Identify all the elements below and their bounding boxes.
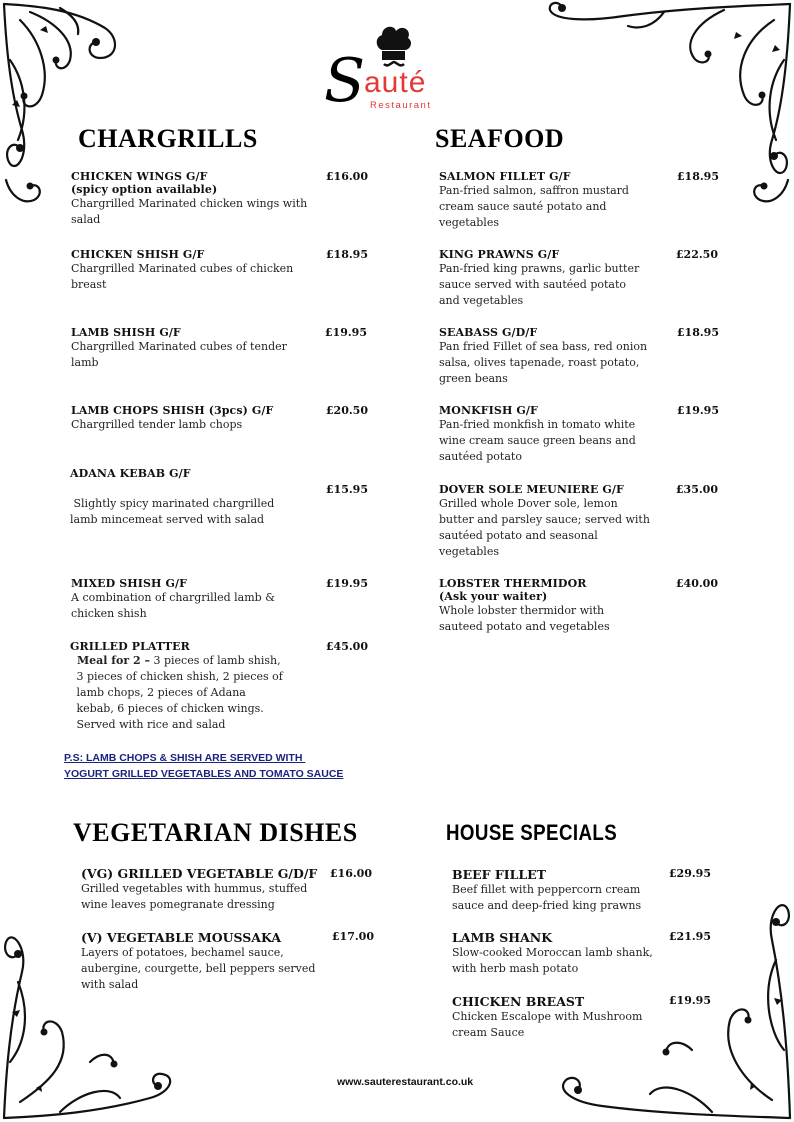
item-desc-line: 3 pieces of lamb shish, xyxy=(150,654,281,667)
item-name: CHICKEN SHISH G/F xyxy=(71,248,205,261)
logo xyxy=(318,22,448,122)
section-title-house-specials: HOUSE SPECIALS xyxy=(446,820,618,845)
menu-item-adana-kebab xyxy=(70,467,370,528)
menu-item-dover-sole xyxy=(439,483,669,560)
item-desc-line: cream Sauce xyxy=(452,1026,525,1039)
item-desc-line: sauce served with sautéed potato xyxy=(439,278,627,291)
item-desc-line: sautéed potato and seasonal xyxy=(439,529,598,542)
item-desc-line: salsa, olives tapenade, roast potato, xyxy=(439,356,640,369)
item-desc-line: 3 pieces of chicken shish, 2 pieces of xyxy=(73,670,283,683)
item-desc-line: butter and parsley sauce; served with xyxy=(439,513,650,526)
item-desc-line: Slow-cooked Moroccan lamb shank, xyxy=(452,946,653,959)
item-price: £19.95 xyxy=(676,404,719,417)
item-name: LOBSTER THERMIDOR xyxy=(439,577,587,590)
item-name: SALMON FILLET G/F xyxy=(439,170,571,183)
item-desc-line: salad xyxy=(71,213,101,226)
item-price: £19.95 xyxy=(325,577,368,590)
item-desc-line: Pan-fried salmon, saffron mustard xyxy=(439,184,629,197)
item-price: £16.00 xyxy=(329,867,372,880)
item-price: £45.00 xyxy=(325,640,368,653)
menu-item-beef-fillet xyxy=(452,867,672,914)
section-title-chargrills: CHARGRILLS xyxy=(78,124,258,153)
item-name: GRILLED PLATTER xyxy=(70,640,190,653)
item-price: £29.95 xyxy=(668,867,711,880)
item-desc-line: cream sauce sauté potato and xyxy=(439,200,607,213)
item-price: £19.95 xyxy=(324,326,367,339)
item-note: (spicy option available) xyxy=(71,183,218,196)
menu-item-grilled-vegetable xyxy=(81,866,331,913)
note-line: YOGURT GRILLED VEGETABLES AND TOMATO SAUCE xyxy=(64,768,344,780)
item-price: £22.50 xyxy=(675,248,718,261)
item-desc-line: Chargrilled Marinated chicken wings with xyxy=(71,197,308,210)
item-desc-line: vegetables xyxy=(439,216,499,229)
item-name: LAMB CHOPS SHISH (3pcs) G/F xyxy=(71,404,274,417)
item-desc-line: A combination of chargrilled lamb & xyxy=(71,591,275,604)
item-desc-line: sauteed potato and vegetables xyxy=(439,620,610,633)
logo-subtitle: Restaurant xyxy=(370,100,432,111)
item-name: CHICKEN BREAST xyxy=(452,994,585,1009)
item-desc-line: green beans xyxy=(439,372,508,385)
item-price: £40.00 xyxy=(675,577,718,590)
item-name: CHICKEN WINGS G/F xyxy=(71,170,208,183)
logo-initial: S xyxy=(324,46,366,116)
item-desc-line: Chargrilled Marinated cubes of tender xyxy=(71,340,287,353)
item-price: £35.00 xyxy=(675,483,718,496)
section-title-seafood: SEAFOOD xyxy=(435,124,565,153)
item-desc-line: chicken shish xyxy=(71,607,147,620)
item-desc-line: sautéed potato xyxy=(439,450,522,463)
item-lead: Meal for 2 – xyxy=(77,654,150,667)
item-desc-line: wine leaves pomegranate dressing xyxy=(81,898,275,911)
item-desc-line: with salad xyxy=(81,978,139,991)
menu-item-grilled-platter xyxy=(70,640,370,733)
item-name: LAMB SHISH G/F xyxy=(71,326,181,339)
item-desc-line: vegetables xyxy=(439,545,499,558)
item-price: £20.50 xyxy=(325,404,368,417)
item-desc-line: lamb mincemeat served with salad xyxy=(70,513,265,526)
item-price: £18.95 xyxy=(676,326,719,339)
menu-item-lobster-thermidor xyxy=(439,577,669,635)
item-desc-line: Chargrilled Marinated cubes of chicken xyxy=(71,262,294,275)
item-desc-line: lamb chops, 2 pieces of Adana xyxy=(73,686,246,699)
menu-item-vegetable-moussaka xyxy=(81,930,331,993)
menu-item-monkfish xyxy=(439,404,669,465)
item-price: £18.95 xyxy=(676,170,719,183)
item-name: (V) VEGETABLE MOUSSAKA xyxy=(81,930,282,945)
item-desc-line: aubergine, courgette, bell peppers served xyxy=(81,962,316,975)
item-name: MONKFISH G/F xyxy=(439,404,538,417)
item-name: LAMB SHANK xyxy=(452,930,553,945)
item-desc-line: Whole lobster thermidor with xyxy=(439,604,605,617)
item-name: MIXED SHISH G/F xyxy=(71,577,187,590)
item-name: DOVER SOLE MEUNIERE G/F xyxy=(439,483,624,496)
menu-item-chicken-breast xyxy=(452,994,672,1041)
menu-item-lamb-shank xyxy=(452,930,672,977)
item-name: BEEF FILLET xyxy=(452,867,546,882)
item-price: £19.95 xyxy=(668,994,711,1007)
item-price: £17.00 xyxy=(331,930,374,943)
item-desc-line: Pan fried Fillet of sea bass, red onion xyxy=(439,340,648,353)
logo-name: auté xyxy=(364,66,427,99)
item-desc-line: Chargrilled tender lamb chops xyxy=(71,418,243,431)
item-desc-line: Beef fillet with peppercorn cream xyxy=(452,883,641,896)
item-desc-line: sauce and deep-fried king prawns xyxy=(452,899,642,912)
item-desc-line: lamb xyxy=(71,356,99,369)
item-name: KING PRAWNS G/F xyxy=(439,248,560,261)
item-price: £16.00 xyxy=(325,170,368,183)
item-desc-line: breast xyxy=(71,278,107,291)
menu-item-seabass xyxy=(439,326,669,387)
item-desc-line: Served with rice and salad xyxy=(73,718,226,731)
item-desc-line: Pan-fried king prawns, garlic butter xyxy=(439,262,640,275)
item-desc-line: and vegetables xyxy=(439,294,524,307)
item-desc-line: Grilled whole Dover sole, lemon xyxy=(439,497,618,510)
item-desc-line: Chicken Escalope with Mushroom xyxy=(452,1010,643,1023)
item-note: (Ask your waiter) xyxy=(439,590,548,603)
item-desc-line: Pan-fried monkfish in tomato white xyxy=(439,418,636,431)
section-title-vegetarian: VEGETARIAN DISHES xyxy=(73,818,358,847)
chef-hat-icon xyxy=(374,22,414,68)
item-desc-line: Slightly spicy marinated chargrilled xyxy=(70,497,275,510)
website-link[interactable]: www.sauterestaurant.co.uk xyxy=(337,1076,474,1088)
note-line: P.S: LAMB CHOPS & SHISH ARE SERVED WITH xyxy=(64,752,306,764)
item-name: SEABASS G/D/F xyxy=(439,326,538,339)
serving-note xyxy=(64,750,384,782)
item-desc-line: wine cream sauce green beans and xyxy=(439,434,636,447)
item-desc-line: Grilled vegetables with hummus, stuffed xyxy=(81,882,308,895)
item-price: £21.95 xyxy=(668,930,711,943)
item-name: ADANA KEBAB G/F xyxy=(70,467,191,480)
item-desc-line: kebab, 6 pieces of chicken wings. xyxy=(73,702,264,715)
item-price: £15.95 xyxy=(325,483,368,496)
item-desc-line: with herb mash potato xyxy=(452,962,579,975)
item-desc-line: Layers of potatoes, bechamel sauce, xyxy=(81,946,284,959)
menu-item-salmon-fillet xyxy=(439,170,669,231)
item-name: (VG) GRILLED VEGETABLE G/D/F xyxy=(81,866,318,881)
item-price: £18.95 xyxy=(325,248,368,261)
menu-item-king-prawns xyxy=(439,248,669,309)
